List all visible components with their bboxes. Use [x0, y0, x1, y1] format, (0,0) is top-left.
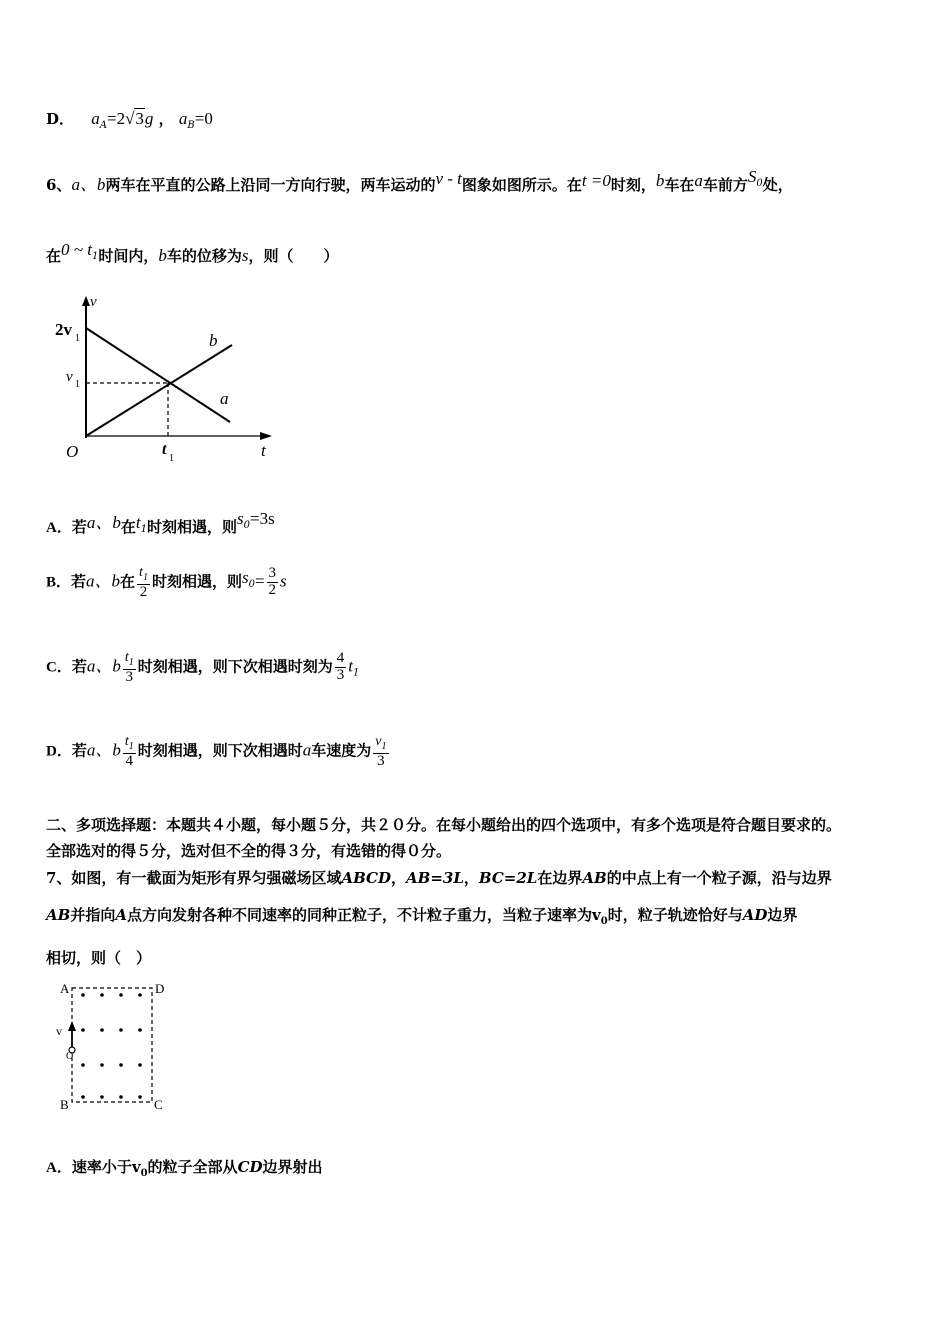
- line-b-label: b: [209, 331, 218, 350]
- t-axis-label: t: [261, 441, 266, 460]
- label-2v1-sub: 1: [75, 333, 80, 344]
- label-v1: v: [66, 369, 73, 385]
- line-b: [86, 345, 232, 436]
- field-boundary: [72, 988, 152, 1102]
- vt-graph: [50, 290, 280, 470]
- field-dots: [81, 993, 142, 1099]
- v-axis-arrow-icon: [82, 296, 90, 306]
- label-t1-sub: 1: [169, 453, 174, 464]
- label-t1: t: [162, 441, 167, 458]
- q6-option-c: C．若a、b $\frac{t_1}{3}$ 时刻相遇，则下次相遇时刻为 $\frac{4}{3}$ $t_1$: [46, 650, 360, 685]
- q7-stem: 7、如图，有一截面为矩形有界匀强磁场区域ABCD，AB=3L，BC=2L在边界AB的中点上有一个粒子源，沿与边界 AB并指向A点方向发射各种不同速率的同种正粒子，不计粒子重力，当粒子速率为$v_0$时，粒子轨迹恰好与AD边界 相切，则（ ）: [46, 869, 832, 967]
- frac-t1-over-3: $\frac{t_1}{3}$: [124, 650, 134, 685]
- magnetic-field-figure: [50, 975, 180, 1115]
- velocity-arrow-icon: [68, 1021, 76, 1031]
- origin-label: O: [66, 442, 79, 461]
- q6-stem-line2: 在0 ~ $t_1$时间内，b车的位移为s，则（ ）: [46, 240, 339, 265]
- q6-option-b: B．若a、b在 $\frac{t_1}{2}$ 时刻相遇，则$s_0=$ $\frac{3}{2}$ s: [46, 565, 287, 600]
- q7-option-a: A．速率小于$v_0$的粒子全部从CD边界射出: [46, 1158, 323, 1179]
- frac-3-over-2: $\frac{3}{2}$: [268, 565, 277, 599]
- source-label: O: [66, 1051, 74, 1062]
- v-axis-label: v: [90, 294, 97, 310]
- section2-header: 二、多项选择题：本题共４小题，每小题５分，共２０分。在每小题给出的四个选项中，有多个选项是符合题目要求的。 全部选对的得５分，选对但不全的得３分，有选错的得０分。: [46, 816, 842, 860]
- q6-option-d: D．若a、b $\frac{t_1}{4}$ 时刻相遇，则下次相遇时a车速度为 $\frac{v_1}{3}$: [46, 734, 387, 769]
- corner-b-label: B: [60, 1097, 69, 1112]
- label-v1-sub: 1: [75, 379, 80, 390]
- corner-c-label: C: [154, 1097, 163, 1112]
- line-a-label: a: [220, 389, 229, 408]
- frac-v1-over-3: $\frac{v_1}{3}$: [375, 734, 387, 769]
- velocity-label: v: [56, 1024, 62, 1038]
- frac-t1-over-2: $\frac{t_1}{2}$: [139, 565, 148, 600]
- q6-stem-line1: 6、a、b两车在平直的公路上沿同一方向行驶，两车运动的v - t图象如图所示。在t =0时刻，b车在a车前方$S_0$处，: [46, 167, 793, 194]
- q5-option-d: D． $a_A=2√3g$ ， $a_B=0$: [46, 109, 213, 131]
- t-axis-arrow-icon: [260, 432, 272, 440]
- frac-4-over-3: $\frac{4}{3}$: [336, 650, 345, 684]
- q6-option-a: A．若a、b在$t_1$时刻相遇，则$s_0=3s$: [46, 509, 275, 536]
- label-2v1: 2v: [55, 320, 72, 339]
- corner-a-label: A: [60, 981, 70, 996]
- frac-t1-over-4: $\frac{t_1}{4}$: [124, 734, 134, 769]
- corner-d-label: D: [155, 981, 165, 996]
